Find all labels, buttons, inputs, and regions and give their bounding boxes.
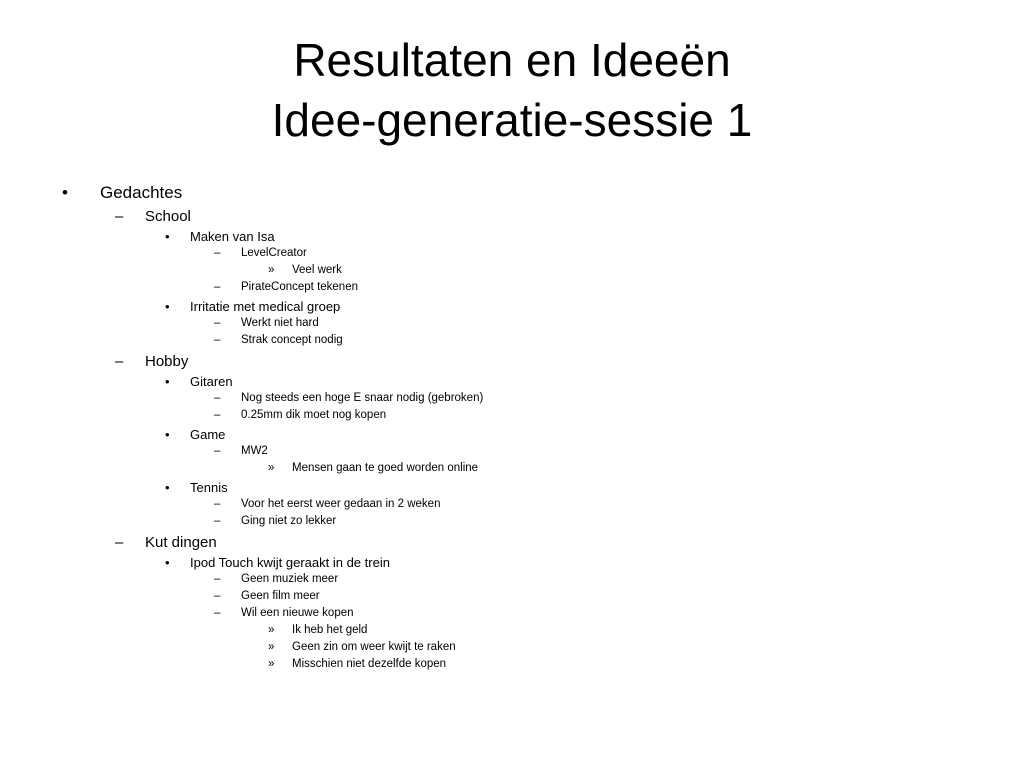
dash-marker: – [214, 573, 221, 585]
bullet-text: Voor het eerst weer gedaan in 2 weken [241, 498, 441, 510]
bullet-item-geen-muziek [214, 573, 339, 586]
bullet-marker: • [165, 480, 170, 495]
bullet-item-mw2 [214, 445, 268, 458]
bullet-text: School [145, 208, 191, 225]
bullet-marker: • [165, 229, 170, 244]
bullet-marker: • [165, 555, 170, 570]
bullet-item-werkt-niet-hard [214, 317, 319, 330]
bullet-item-misschien [268, 658, 447, 671]
bullet-item-e-snaar [214, 392, 484, 405]
bullet-item-veel-werk [268, 264, 342, 277]
chevron-marker: » [268, 641, 275, 653]
bullet-text: LevelCreator [241, 247, 307, 259]
bullet-item-irritatie [165, 299, 341, 314]
dash-marker: – [115, 534, 124, 551]
chevron-marker: » [268, 462, 275, 474]
bullet-marker: • [165, 374, 170, 389]
dash-marker: – [214, 281, 221, 293]
dash-marker: – [214, 515, 221, 527]
bullet-text: Hobby [145, 353, 189, 370]
slide-title-line-2: Idee-generatie-sessie 1 [271, 94, 753, 146]
bullet-item-gedachtes [62, 183, 183, 202]
bullet-text: Kut dingen [145, 534, 217, 551]
dash-marker: – [214, 247, 221, 259]
bullet-text: Geen muziek meer [241, 573, 339, 585]
bullet-text: Misschien niet dezelfde kopen [292, 658, 447, 670]
dash-marker: – [115, 353, 124, 370]
bullet-marker: • [165, 427, 170, 442]
bullet-item-geen-zin [268, 641, 456, 654]
bullet-text: MW2 [241, 445, 268, 457]
chevron-marker: » [268, 624, 275, 636]
bullet-item-kut-dingen [115, 534, 217, 551]
bullet-text: Ipod Touch kwijt geraakt in de trein [190, 555, 390, 570]
bullet-marker: • [62, 183, 68, 202]
chevron-marker: » [268, 658, 275, 670]
bullet-text: Tennis [190, 480, 228, 495]
dash-marker: – [214, 607, 221, 619]
bullet-text: 0.25mm dik moet nog kopen [241, 409, 387, 421]
dash-marker: – [214, 392, 221, 404]
bullet-text: Maken van Isa [190, 229, 275, 244]
bullet-item-ging-niet [214, 515, 337, 528]
bullet-item-school [115, 208, 191, 225]
bullet-text: Veel werk [292, 264, 342, 276]
dash-marker: – [214, 334, 221, 346]
bullet-item-ik-heb-geld [268, 624, 368, 637]
bullet-text: Ging niet zo lekker [241, 515, 337, 527]
bullet-item-tennis [165, 480, 228, 495]
bullet-item-mensen [268, 462, 479, 475]
chevron-marker: » [268, 264, 275, 276]
bullet-item-gitaren [165, 374, 233, 389]
bullet-marker: • [165, 299, 170, 314]
dash-marker: – [214, 590, 221, 602]
bullet-item-pirateconcept [214, 281, 358, 294]
bullet-item-levelcreator [214, 247, 307, 260]
bullet-text: Gedachtes [100, 183, 183, 202]
bullet-text: Strak concept nodig [241, 334, 343, 346]
bullet-text: Mensen gaan te goed worden online [292, 462, 479, 474]
bullet-item-game [165, 427, 226, 442]
bullet-text: Wil een nieuwe kopen [241, 607, 354, 619]
bullet-text: Gitaren [190, 374, 233, 389]
bullet-item-hobby [115, 353, 189, 370]
bullet-item-voor-het-eerst [214, 498, 441, 511]
bullet-text: PirateConcept tekenen [241, 281, 358, 293]
dash-marker: – [115, 208, 124, 225]
bullet-text: Geen zin om weer kwijt te raken [292, 641, 456, 653]
slide-title-line-1: Resultaten en Ideeën [293, 34, 731, 86]
bullet-text: Irritatie met medical groep [190, 299, 341, 314]
bullet-item-ipod [165, 555, 390, 570]
dash-marker: – [214, 317, 221, 329]
bullet-text: Werkt niet hard [241, 317, 319, 329]
dash-marker: – [214, 409, 221, 421]
bullet-text: Nog steeds een hoge E snaar nodig (gebroken) [241, 392, 484, 404]
bullet-item-geen-film [214, 590, 320, 603]
dash-marker: – [214, 498, 221, 510]
bullet-text: Game [190, 427, 226, 442]
bullet-text: Geen film meer [241, 590, 320, 602]
bullet-item-maken-van-isa [165, 229, 275, 244]
bullet-item-wil-nieuwe [214, 607, 354, 620]
bullet-text: Ik heb het geld [292, 624, 368, 636]
dash-marker: – [214, 445, 221, 457]
bullet-item-dik [214, 409, 387, 422]
bullet-item-strak-concept [214, 334, 343, 347]
